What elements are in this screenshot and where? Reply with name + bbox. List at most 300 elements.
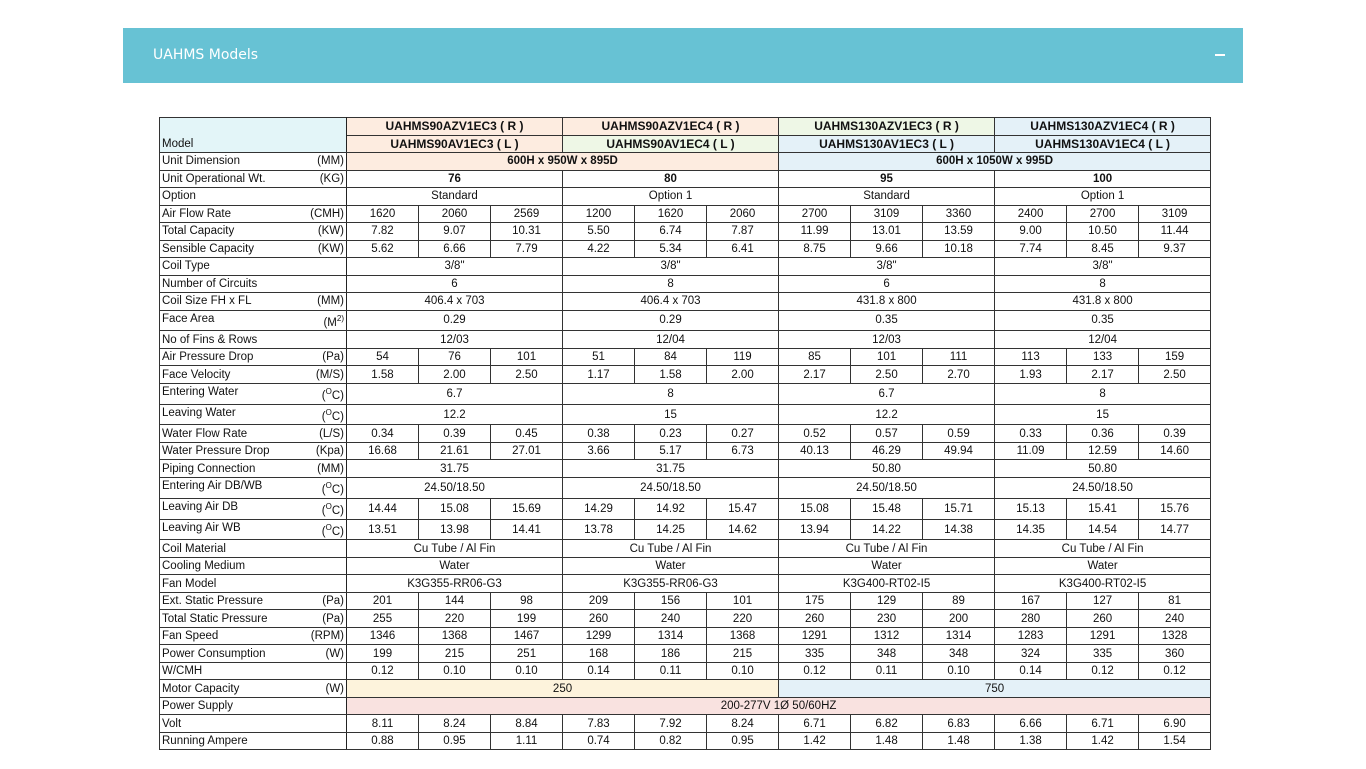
row-label-name: Cooling Medium <box>162 560 246 573</box>
table-cell: K3G355-RR06-G3 <box>563 575 779 593</box>
table-cell: 0.12 <box>1139 662 1211 680</box>
table-cell: 0.38 <box>563 425 635 443</box>
table-cell: 9.66 <box>851 240 923 258</box>
minus-icon <box>1215 54 1225 56</box>
table-cell: 250 <box>347 680 779 698</box>
table-cell: 14.77 <box>1139 519 1211 540</box>
row-label-name: Piping Connection <box>162 462 256 475</box>
row-label <box>160 680 347 698</box>
table-cell: 175 <box>779 592 851 610</box>
row-label-name: Face Area <box>162 312 215 325</box>
table-cell: 40.13 <box>779 442 851 460</box>
row-label <box>160 310 347 331</box>
table-cell: 1314 <box>923 627 995 645</box>
table-cell: 50.80 <box>779 460 995 478</box>
table-cell: 7.79 <box>491 240 563 258</box>
table-cell: 12/04 <box>563 331 779 349</box>
table-cell: 406.4 x 703 <box>563 293 779 311</box>
row-label <box>160 557 347 575</box>
row-label <box>160 293 347 311</box>
table-cell: 431.8 x 800 <box>995 293 1211 311</box>
row-label-unit: (Pa) <box>322 612 344 625</box>
table-cell: 1299 <box>563 627 635 645</box>
row-label <box>160 460 347 478</box>
row-label-unit: (MM) <box>317 462 344 475</box>
table-row <box>160 293 1211 311</box>
row-label <box>160 610 347 628</box>
table-row <box>160 680 1211 698</box>
table-cell: 133 <box>1067 348 1139 366</box>
table-cell: 156 <box>635 592 707 610</box>
table-cell: 1.48 <box>923 732 995 750</box>
table-cell: 12/04 <box>995 331 1211 349</box>
table-cell: 14.25 <box>635 519 707 540</box>
table-row <box>160 715 1211 733</box>
row-label-name: Unit Operational Wt. <box>162 172 266 185</box>
table-cell: 200-277V 1Ø 50/60HZ <box>347 697 1211 715</box>
table-cell: 0.14 <box>995 662 1067 680</box>
model-name-l: UAHMS130AV1EC3 ( L ) <box>779 135 995 153</box>
table-cell: 12.2 <box>347 404 563 425</box>
table-cell: 0.36 <box>1067 425 1139 443</box>
table-cell: 95 <box>779 170 995 188</box>
table-cell: 8.24 <box>419 715 491 733</box>
row-label-unit: (CMH) <box>310 207 344 220</box>
table-cell: 0.57 <box>851 425 923 443</box>
table-cell: Standard <box>779 188 995 206</box>
model-name-l: UAHMS90AV1EC3 ( L ) <box>347 135 563 153</box>
row-label <box>160 627 347 645</box>
table-cell: 201 <box>347 592 419 610</box>
table-cell: 31.75 <box>563 460 779 478</box>
row-label <box>160 697 347 715</box>
table-row <box>160 205 1211 223</box>
table-row <box>160 258 1211 276</box>
table-cell: 15.76 <box>1139 498 1211 519</box>
row-label-name: Power Supply <box>162 700 233 713</box>
row-label <box>160 592 347 610</box>
table-cell: 119 <box>707 348 779 366</box>
table-cell: 8 <box>563 383 779 404</box>
row-label-name: Model <box>162 138 194 150</box>
table-cell: Water <box>995 557 1211 575</box>
table-cell: 8 <box>995 383 1211 404</box>
table-cell: Water <box>347 557 563 575</box>
table-cell: 348 <box>851 645 923 663</box>
table-cell: 15.13 <box>995 498 1067 519</box>
row-label-name: Coil Type <box>162 260 210 273</box>
table-cell: 46.29 <box>851 442 923 460</box>
table-cell: 76 <box>347 170 563 188</box>
table-cell: 6.71 <box>779 715 851 733</box>
table-cell: 5.50 <box>563 223 635 241</box>
table-cell: 21.61 <box>419 442 491 460</box>
table-cell: 3/8" <box>563 258 779 276</box>
table-cell: 215 <box>419 645 491 663</box>
table-cell: K3G400-RT02-I5 <box>995 575 1211 593</box>
table-cell: 24.50/18.50 <box>563 477 779 498</box>
table-row <box>160 519 1211 540</box>
table-cell: 230 <box>851 610 923 628</box>
table-cell: 5.34 <box>635 240 707 258</box>
row-label-name: Coil Material <box>162 542 226 555</box>
table-cell: 159 <box>1139 348 1211 366</box>
table-cell: 15.69 <box>491 498 563 519</box>
table-cell: 209 <box>563 592 635 610</box>
table-cell: 8 <box>563 275 779 293</box>
table-cell: 1328 <box>1139 627 1211 645</box>
table-cell: 1467 <box>491 627 563 645</box>
table-cell: 220 <box>419 610 491 628</box>
row-label-name: Coil Size FH x FL <box>162 295 252 308</box>
row-label <box>160 477 347 498</box>
table-cell: 1.38 <box>995 732 1067 750</box>
table-cell: 255 <box>347 610 419 628</box>
table-cell: 12/03 <box>347 331 563 349</box>
table-row <box>160 331 1211 349</box>
table-cell: 0.14 <box>563 662 635 680</box>
table-cell: 3360 <box>923 205 995 223</box>
table-cell: 89 <box>923 592 995 610</box>
table-cell: 348 <box>923 645 995 663</box>
table-cell: 6.83 <box>923 715 995 733</box>
table-cell: 31.75 <box>347 460 563 478</box>
table-cell: 0.45 <box>491 425 563 443</box>
table-cell: 0.34 <box>347 425 419 443</box>
table-cell: 12.59 <box>1067 442 1139 460</box>
row-label-name: Leaving Air DB <box>162 500 239 513</box>
row-label <box>160 366 347 384</box>
model-name-r: UAHMS130AZV1EC4 ( R ) <box>995 118 1211 136</box>
table-cell: 0.35 <box>995 310 1211 331</box>
table-cell: 0.12 <box>1067 662 1139 680</box>
row-label-name: Unit Dimension <box>162 155 240 168</box>
table-row <box>160 425 1211 443</box>
table-cell: 1.17 <box>563 366 635 384</box>
table-cell: 0.39 <box>419 425 491 443</box>
table-cell: 600H x 950W x 895D <box>347 153 779 171</box>
table-cell: 0.11 <box>851 662 923 680</box>
table-cell: 220 <box>707 610 779 628</box>
table-cell: 0.39 <box>1139 425 1211 443</box>
row-label <box>160 118 347 153</box>
row-label-name: Entering Water <box>162 385 239 398</box>
row-label-unit: (KW) <box>317 225 344 238</box>
table-cell: 260 <box>563 610 635 628</box>
row-label-name: Air Flow Rate <box>162 207 232 220</box>
row-label-unit: (Pa) <box>322 351 344 364</box>
row-label <box>160 575 347 593</box>
spec-table <box>159 117 1211 750</box>
model-name-r: UAHMS130AZV1EC3 ( R ) <box>779 118 995 136</box>
table-cell: 7.92 <box>635 715 707 733</box>
table-cell: 14.29 <box>563 498 635 519</box>
table-cell: 85 <box>779 348 851 366</box>
table-cell: 14.60 <box>1139 442 1211 460</box>
table-cell: Standard <box>347 188 563 206</box>
row-label-name: Fan Speed <box>162 630 219 643</box>
row-label-name: Power Consumption <box>162 647 266 660</box>
table-cell: 1.54 <box>1139 732 1211 750</box>
table-cell: 6.66 <box>995 715 1067 733</box>
row-label-name: Face Velocity <box>162 368 231 381</box>
panel-title: UAHMS Models <box>153 47 259 63</box>
row-label-name: Number of Circuits <box>162 277 258 290</box>
table-cell: 49.94 <box>923 442 995 460</box>
table-row <box>160 310 1211 331</box>
row-label <box>160 715 347 733</box>
table-cell: 1.42 <box>779 732 851 750</box>
table-cell: 2060 <box>707 205 779 223</box>
table-row <box>160 240 1211 258</box>
table-cell: 101 <box>707 592 779 610</box>
table-cell: 1368 <box>707 627 779 645</box>
table-cell: 0.10 <box>419 662 491 680</box>
table-cell: 13.78 <box>563 519 635 540</box>
table-row <box>160 610 1211 628</box>
table-cell: 8.24 <box>707 715 779 733</box>
table-cell: 7.87 <box>707 223 779 241</box>
table-cell: 406.4 x 703 <box>347 293 563 311</box>
row-label-unit: ($^O$C) <box>321 522 344 538</box>
model-name-r: UAHMS90AZV1EC3 ( R ) <box>347 118 563 136</box>
table-cell: 199 <box>491 610 563 628</box>
table-cell: 11.44 <box>1139 223 1211 241</box>
table-cell: 24.50/18.50 <box>347 477 563 498</box>
row-label <box>160 153 347 171</box>
row-label-unit: ($M^{2)}$ <box>323 313 344 329</box>
table-cell: 324 <box>995 645 1067 663</box>
table-cell: 1.93 <box>995 366 1067 384</box>
table-cell: Cu Tube / Al Fin <box>347 540 563 558</box>
table-cell: 0.33 <box>995 425 1067 443</box>
row-label-name: Air Pressure Drop <box>162 351 254 364</box>
table-cell: 8 <box>995 275 1211 293</box>
row-label-name: Fan Model <box>162 577 217 590</box>
table-cell: Water <box>779 557 995 575</box>
row-label <box>160 540 347 558</box>
table-cell: 13.98 <box>419 519 491 540</box>
table-cell: K3G355-RR06-G3 <box>347 575 563 593</box>
table-cell: 15.08 <box>779 498 851 519</box>
table-cell: 24.50/18.50 <box>995 477 1211 498</box>
row-label-unit: (L/S) <box>319 427 344 440</box>
table-cell: 6.74 <box>635 223 707 241</box>
table-cell: 11.09 <box>995 442 1067 460</box>
table-cell: 0.12 <box>347 662 419 680</box>
row-label-unit: (Pa) <box>322 595 344 608</box>
table-row <box>160 404 1211 425</box>
table-cell: 2.50 <box>491 366 563 384</box>
table-cell: 6.73 <box>707 442 779 460</box>
table-cell: 2569 <box>491 205 563 223</box>
table-cell: 76 <box>419 348 491 366</box>
row-label-name: Total Static Pressure <box>162 612 268 625</box>
table-row <box>160 460 1211 478</box>
table-cell: 280 <box>995 610 1067 628</box>
table-cell: 7.74 <box>995 240 1067 258</box>
table-cell: 1368 <box>419 627 491 645</box>
table-cell: 3109 <box>1139 205 1211 223</box>
table-cell: 6.7 <box>347 383 563 404</box>
table-cell: 2400 <box>995 205 1067 223</box>
table-cell: Option 1 <box>563 188 779 206</box>
table-row <box>160 442 1211 460</box>
row-label-unit: (KW) <box>317 242 344 255</box>
table-cell: 0.23 <box>635 425 707 443</box>
table-cell: 13.01 <box>851 223 923 241</box>
table-cell: 14.22 <box>851 519 923 540</box>
table-cell: 15.41 <box>1067 498 1139 519</box>
table-cell: 251 <box>491 645 563 663</box>
table-cell: 8.75 <box>779 240 851 258</box>
table-cell: 6.41 <box>707 240 779 258</box>
table-cell: 2.17 <box>779 366 851 384</box>
row-label <box>160 498 347 519</box>
table-cell: 8.11 <box>347 715 419 733</box>
table-cell: 240 <box>1139 610 1211 628</box>
table-cell: 5.62 <box>347 240 419 258</box>
table-cell: 15.71 <box>923 498 995 519</box>
table-cell: 2700 <box>1067 205 1139 223</box>
table-cell: 27.01 <box>491 442 563 460</box>
spec-sheet <box>159 117 1209 750</box>
row-label-name: Volt <box>162 717 182 730</box>
row-label <box>160 519 347 540</box>
row-label <box>160 331 347 349</box>
table-cell: 2060 <box>419 205 491 223</box>
row-label-name: Sensible Capacity <box>162 242 255 255</box>
table-cell: 1200 <box>563 205 635 223</box>
table-row <box>160 557 1211 575</box>
row-label-name: Motor Capacity <box>162 682 240 695</box>
model-name-r: UAHMS90AZV1EC4 ( R ) <box>563 118 779 136</box>
row-label-name: Entering Air DB/WB <box>162 479 263 492</box>
table-cell: 15 <box>563 404 779 425</box>
table-cell: 2.50 <box>1139 366 1211 384</box>
table-cell: K3G400-RT02-I5 <box>779 575 995 593</box>
row-label <box>160 170 347 188</box>
table-cell: 2.50 <box>851 366 923 384</box>
table-cell: 8.45 <box>1067 240 1139 258</box>
table-cell: 14.62 <box>707 519 779 540</box>
row-label-name: Leaving Air WB <box>162 521 241 534</box>
table-row <box>160 498 1211 519</box>
table-cell: 8.84 <box>491 715 563 733</box>
row-label-unit: (W) <box>325 647 344 660</box>
table-cell: 100 <box>995 170 1211 188</box>
table-cell: 5.17 <box>635 442 707 460</box>
collapse-button[interactable] <box>1211 42 1229 68</box>
row-label-unit: (RPM) <box>310 630 344 643</box>
table-row <box>160 275 1211 293</box>
row-label-unit: ($^O$C) <box>321 407 344 423</box>
table-cell: 14.38 <box>923 519 995 540</box>
table-cell: 111 <box>923 348 995 366</box>
model-name-l: UAHMS130AV1EC4 ( L ) <box>995 135 1211 153</box>
table-cell: 101 <box>491 348 563 366</box>
table-cell: 1314 <box>635 627 707 645</box>
table-cell: 14.35 <box>995 519 1067 540</box>
row-label-unit: (W) <box>325 682 344 695</box>
table-cell: 9.07 <box>419 223 491 241</box>
table-cell: 260 <box>779 610 851 628</box>
row-label-name: Running Ampere <box>162 735 248 748</box>
row-label <box>160 223 347 241</box>
table-cell: 9.00 <box>995 223 1067 241</box>
table-cell: 1291 <box>1067 627 1139 645</box>
table-cell: 750 <box>779 680 1211 698</box>
table-cell: 2700 <box>779 205 851 223</box>
table-cell: 1620 <box>347 205 419 223</box>
table-cell: 113 <box>995 348 1067 366</box>
table-cell: 0.95 <box>419 732 491 750</box>
table-cell: 4.22 <box>563 240 635 258</box>
table-cell: 167 <box>995 592 1067 610</box>
table-cell: 168 <box>563 645 635 663</box>
table-cell: 335 <box>1067 645 1139 663</box>
table-row <box>160 366 1211 384</box>
row-label-name: Total Capacity <box>162 225 235 238</box>
table-row <box>160 662 1211 680</box>
table-cell: 0.10 <box>923 662 995 680</box>
table-cell: 14.41 <box>491 519 563 540</box>
table-cell: 14.92 <box>635 498 707 519</box>
table-cell: 0.59 <box>923 425 995 443</box>
table-row <box>160 477 1211 498</box>
table-row <box>160 697 1211 715</box>
table-cell: 1.58 <box>635 366 707 384</box>
table-cell: 3.66 <box>563 442 635 460</box>
table-cell: 3/8" <box>347 258 563 276</box>
table-cell: 1.48 <box>851 732 923 750</box>
table-cell: 0.10 <box>491 662 563 680</box>
table-cell: 24.50/18.50 <box>779 477 995 498</box>
table-cell: 50.80 <box>995 460 1211 478</box>
table-cell: 7.83 <box>563 715 635 733</box>
table-cell: 186 <box>635 645 707 663</box>
table-cell: 1.58 <box>347 366 419 384</box>
table-row <box>160 645 1211 663</box>
table-cell: 0.27 <box>707 425 779 443</box>
row-label <box>160 258 347 276</box>
table-cell: 600H x 1050W x 995D <box>779 153 1211 171</box>
table-cell: 11.99 <box>779 223 851 241</box>
model-name-l: UAHMS90AV1EC4 ( L ) <box>563 135 779 153</box>
table-cell: 3/8" <box>779 258 995 276</box>
table-row <box>160 383 1211 404</box>
table-cell: 12.2 <box>779 404 995 425</box>
table-cell: 1312 <box>851 627 923 645</box>
table-cell: 1.11 <box>491 732 563 750</box>
table-cell: 127 <box>1067 592 1139 610</box>
row-label <box>160 275 347 293</box>
table-cell: 101 <box>851 348 923 366</box>
row-label-unit: (MM) <box>317 155 344 168</box>
row-label <box>160 662 347 680</box>
table-cell: 51 <box>563 348 635 366</box>
table-cell: 6.82 <box>851 715 923 733</box>
table-row <box>160 188 1211 206</box>
table-cell: 2.17 <box>1067 366 1139 384</box>
row-label <box>160 732 347 750</box>
row-label-name: Ext. Static Pressure <box>162 595 263 608</box>
table-cell: 6.90 <box>1139 715 1211 733</box>
table-cell: 1291 <box>779 627 851 645</box>
table-cell: 1283 <box>995 627 1067 645</box>
row-label-name: W/CMH <box>162 665 203 678</box>
table-cell: 6.7 <box>779 383 995 404</box>
